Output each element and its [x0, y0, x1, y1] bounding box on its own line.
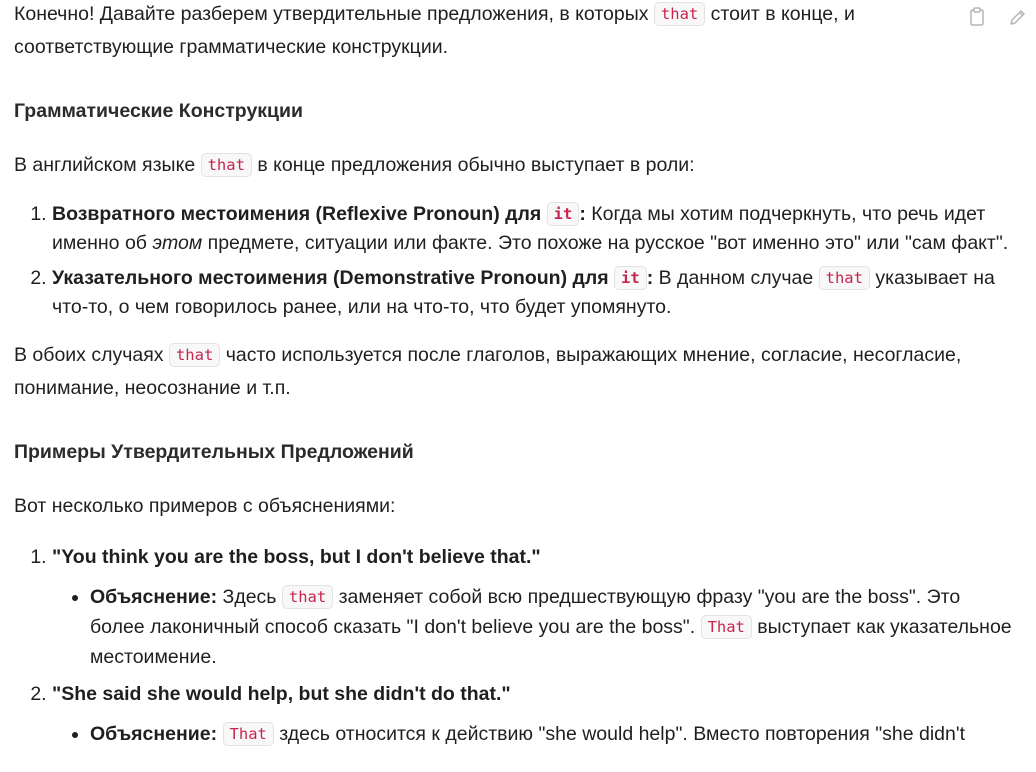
inline-code: that: [819, 266, 870, 290]
list-item: 2. Указательного местоимения (Demonstrative Pronoun) для it : В данном случае that указывает на что-то, о чем говорилось ранее, или на что-то, что будет упомянуто.: [52, 264, 1014, 322]
section-heading-examples: Примеры Утвердительных Предложений: [14, 441, 414, 463]
inline-code: it: [547, 202, 580, 226]
inline-code: that: [169, 343, 220, 367]
examples-intro: Вот несколько примеров с объяснениями:: [14, 495, 396, 517]
roles-paragraph: В английском языке that в конце предложения обычно выступает в роли:: [14, 154, 695, 176]
both-cases-paragraph: В обоих случаях that часто используется после глаголов, выражающих мнение, согласие, несогласие, понимание, неосознание и т.п.: [14, 344, 962, 399]
inline-code: that: [654, 2, 705, 26]
explanation-list: [52, 719, 1014, 749]
explanation-list: [52, 582, 1014, 672]
roles-list: [14, 200, 1014, 322]
examples-list: [14, 543, 1014, 749]
inline-code: that: [201, 153, 252, 177]
inline-code: that: [282, 585, 333, 609]
inline-code: it: [614, 266, 647, 290]
list-item: 1. "You think you are the boss, but I don't believe that." • Объяснение: Здесь that заменяет собой всю предшествующую фразу "you are the boss". Это более лаконичный способ сказать "I don't believe you are the boss". That выступает как указательное местоимение.: [52, 543, 1014, 672]
list-item: 1. Возвратного местоимения (Reflexive Pronoun) для it : Когда мы хотим подчеркнуть, что речь идет именно об этом предмете, ситуации или факте. Это похоже на русское "вот именно это" или "сам факт".: [52, 200, 1014, 258]
section-heading-constructions: Грамматические Конструкции: [14, 100, 304, 122]
inline-code: That: [223, 722, 274, 746]
list-item: • Объяснение: Здесь that заменяет собой всю предшествующую фразу "you are the boss". Это более лаконичный способ сказать "I don't believe you are the boss". That выступает как указательное местоимение.: [90, 582, 1014, 672]
inline-code: That: [701, 615, 752, 639]
intro-paragraph: Конечно! Давайте разберем утвердительные предложения, в которых that стоит в конце, и соответствующие грамматические конструкции.: [14, 3, 855, 58]
assistant-message: [14, 0, 1014, 749]
list-item: • Объяснение: That здесь относится к действию "she would help". Вместо повторения "she didn't: [90, 719, 1014, 749]
list-item: 2. "She said she would help, but she didn't do that." • Объяснение: That здесь относится к действию "she would help". Вместо повторения "she didn't: [52, 680, 1014, 749]
